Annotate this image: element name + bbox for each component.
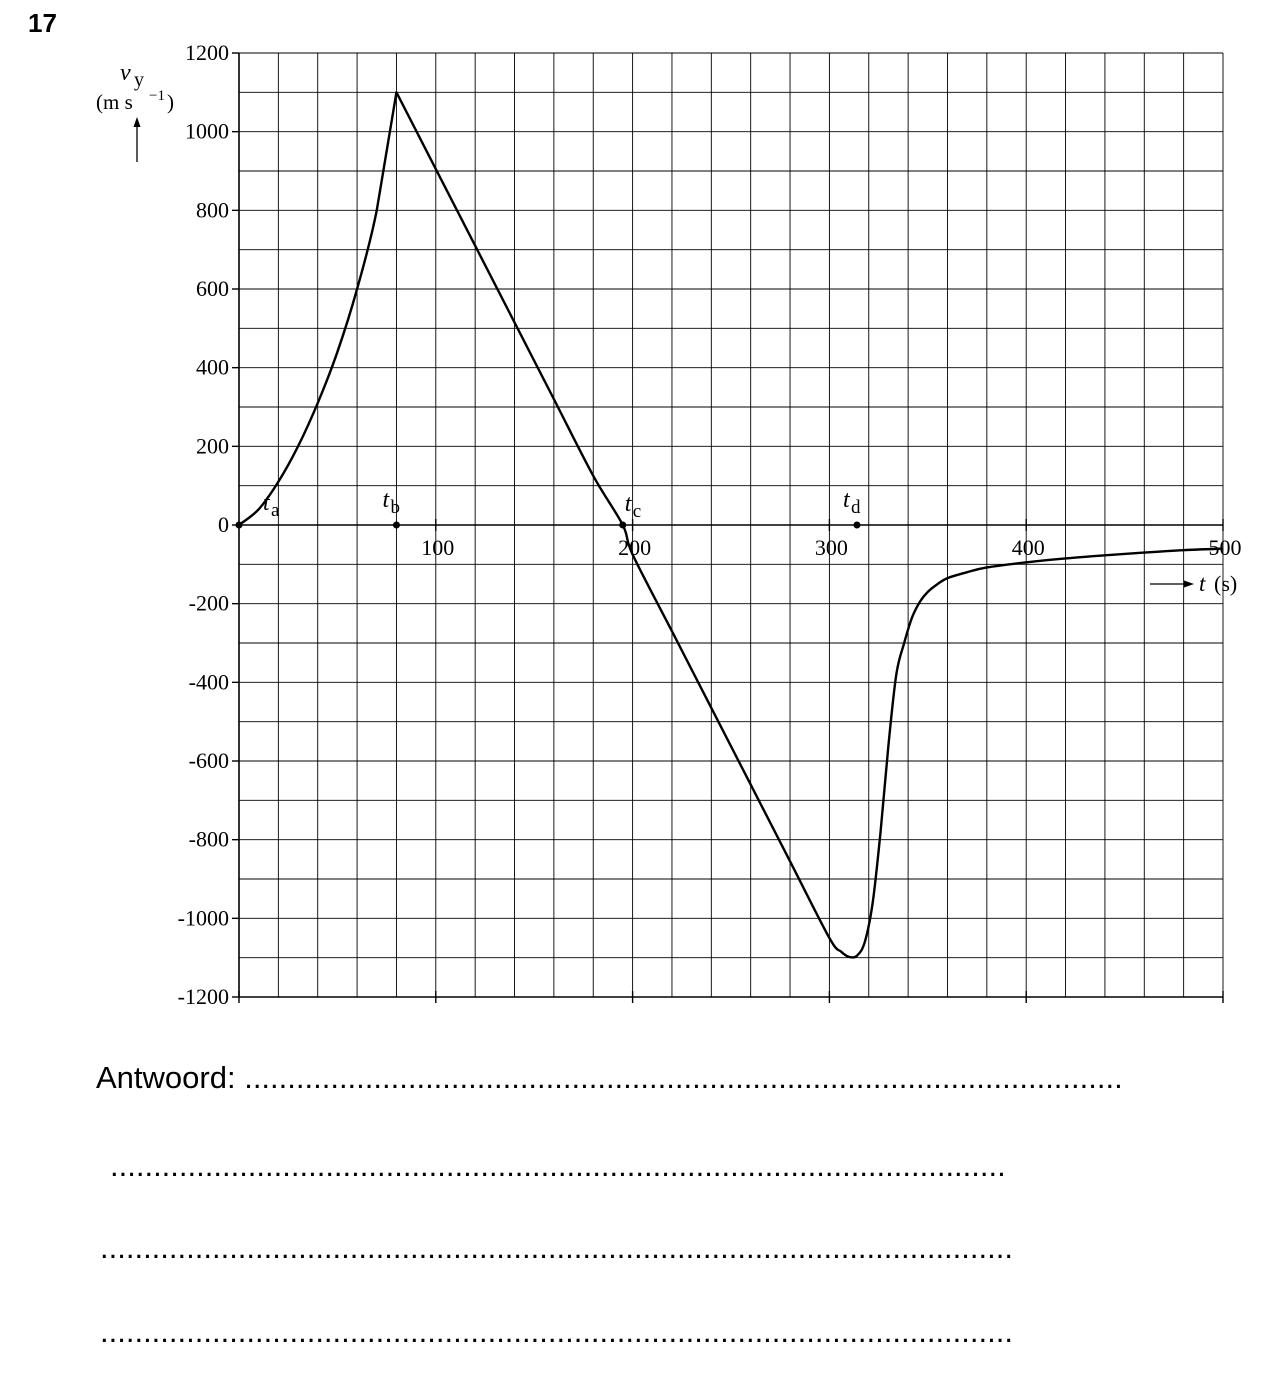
x-tick-label: 500 [1208, 535, 1242, 560]
x-tick-label: 400 [1011, 535, 1045, 560]
marker-label-td: t [842, 487, 850, 513]
x-axis-symbol: t [1199, 571, 1206, 596]
marker-point-tb [393, 522, 400, 529]
marker-sub-tc: c [632, 501, 642, 522]
y-tick-label: 800 [196, 197, 229, 223]
y-tick-label: 1000 [185, 118, 229, 144]
y-axis-subscript: y [134, 69, 144, 91]
answer-line-3[interactable] [100, 1230, 1258, 1266]
y-tick-label: -200 [188, 590, 229, 616]
y-axis-unit-close: ) [167, 90, 174, 114]
answer-label: Antwoord: [96, 1060, 236, 1095]
y-tick-label: 1200 [185, 40, 229, 65]
marker-sub-ta: a [271, 500, 280, 521]
y-tick-label: 0 [218, 512, 229, 537]
x-tick-label: 100 [421, 535, 455, 560]
y-axis-unit-exp: −1 [149, 88, 165, 104]
chart-axes [239, 53, 1223, 997]
marker-sub-tb: b [390, 497, 400, 518]
marker-label-tb: t [382, 487, 390, 513]
y-tick-label: -400 [188, 669, 229, 695]
y-axis-unit-open: (m s [96, 90, 133, 114]
question-number: 17 [28, 8, 57, 38]
y-tick-label: -1000 [177, 905, 229, 931]
x-tick-label: 300 [814, 535, 848, 560]
answer-line-1[interactable] [96, 1060, 1258, 1096]
y-tick-label: -1200 [177, 984, 229, 1009]
answer-dots-1: ...................................................................................................... [244, 1060, 1123, 1095]
x-tick-label: 200 [618, 535, 652, 560]
y-tick-label: -600 [188, 748, 229, 773]
chart-markers [236, 487, 861, 529]
answer-line-4[interactable] [100, 1314, 1258, 1350]
y-axis-arrowhead [134, 117, 141, 127]
y-tick-label: -800 [188, 826, 229, 852]
y-tick-label: 400 [196, 354, 229, 380]
marker-point-ta [236, 522, 243, 529]
answer-line-2[interactable] [110, 1148, 1258, 1184]
y-axis-symbol: v [120, 60, 131, 86]
x-axis-unit: (s) [1214, 571, 1238, 596]
marker-label-tc: t [624, 491, 632, 517]
marker-point-tc [619, 522, 626, 529]
answer-dots-3: .......................................................................................................... [100, 1230, 1013, 1265]
answer-dots-2: ........................................................................................................ [110, 1148, 1006, 1183]
y-tick-label: 600 [196, 276, 229, 301]
answer-dots-4: .......................................................................................................... [100, 1314, 1013, 1349]
y-tick-label: 200 [196, 433, 229, 459]
marker-label-ta: t [263, 490, 270, 516]
marker-point-td [853, 522, 860, 529]
x-axis-arrowhead [1184, 581, 1194, 588]
marker-sub-td: d [850, 497, 861, 518]
